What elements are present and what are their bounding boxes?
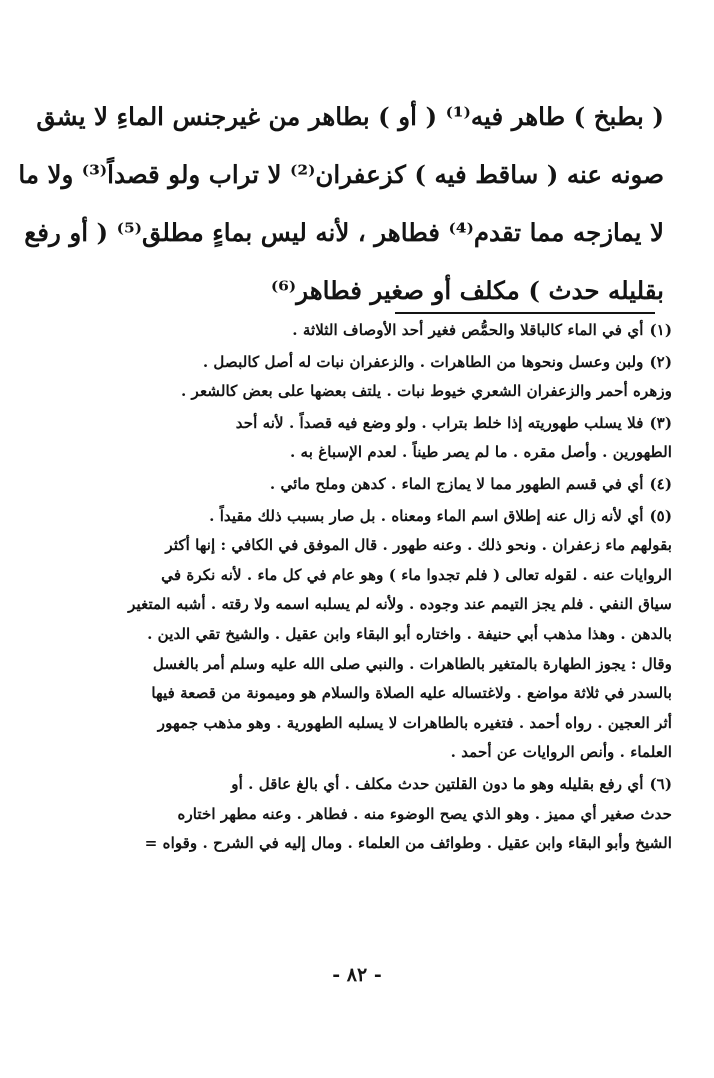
footnote-line — [40, 470, 672, 500]
footnote-text: فلا يسلب طهوريته إذا خلط بتراب . ولو وضع فيه قصداً . لأنه أحد — [235, 413, 644, 432]
footnote-number: (٢) — [649, 352, 672, 371]
footnote-number: (٤) — [649, 474, 672, 493]
footnote-number: (٣) — [649, 413, 672, 432]
footnote-divider — [395, 312, 655, 314]
footnote-line: بالسدر في ثلاثة مواضع . ولاغتساله عليه الصلاة والسلام هو وميمونة من قصعة فيها — [151, 684, 672, 703]
footnote-number: (٦) — [649, 774, 672, 793]
footnote-text: ولبن وعسل ونحوها من الطاهرات . والزعفران نبات له أصل كالبصل . — [202, 352, 644, 371]
footnote-6 — [40, 770, 672, 859]
footnote-5 — [40, 502, 672, 768]
main-text-block — [18, 88, 664, 320]
main-text-line: بقليله حدث ) مكلف أو صغير فطاهر⁽⁶⁾ — [270, 276, 664, 305]
footnote-3 — [40, 409, 672, 468]
footnote-text: أي لأنه زال عنه إطلاق اسم الماء ومعناه . بل صار بسبب ذلك مقيداً . — [209, 506, 644, 525]
footnote-line — [40, 316, 672, 346]
footnote-line: سياق النفي . فلم يجز التيمم عند وجوده . ولأنه لم يسلبه اسمه ولا رقته . أشبه المتغير — [128, 595, 672, 614]
footnote-text: أي رفع بقليله وهو ما دون القلتين حدث مكلف . أي بالغ عاقل . أو — [231, 774, 644, 793]
footnote-line — [40, 409, 672, 439]
footnote-text: أي في قسم الطهور مما لا يمازج الماء . كدهن وملح مائي . — [269, 474, 644, 493]
footnotes-block — [40, 316, 672, 859]
footnote-number: (٥) — [649, 506, 672, 525]
footnote-line: وزهره أحمر والزعفران الشعري خيوط نبات . يلتف بعضها على بعض كالشعر . — [180, 382, 672, 401]
footnote-line: بالدهن . وهذا مذهب أبي حنيفة . واختاره أبو البقاء وابن عقيل . والشيخ تقي الدين . — [147, 624, 672, 643]
footnote-number: (١) — [649, 321, 672, 339]
main-text-line: ( بطبخ ) طاهر فيه⁽¹⁾ ( أو ) بطاهر من غيرجنس الماءِ لا يشق — [36, 102, 664, 131]
footnote-line: حدث صغير أي مميز . وهو الذي يصح الوضوء منه . فطاهر . وعنه مطهر اختاره — [177, 804, 672, 823]
footnote-line: العلماء . وأنص الروايات عن أحمد . — [450, 743, 672, 762]
footnote-line — [40, 348, 672, 378]
footnote-1 — [40, 316, 672, 346]
footnote-line: بقولهم ماء زعفران . ونحو ذلك . وعنه طهور . قال الموفق في الكافي : إنها أكثر — [165, 536, 672, 555]
footnote-line — [40, 502, 672, 532]
footnote-line: أثر العجين . رواه أحمد . فتغيره بالطاهرات لا يسلبه الطهورية . وهو مذهب جمهور — [157, 713, 672, 732]
footnote-4 — [40, 470, 672, 500]
footnote-2 — [40, 348, 672, 407]
footnote-text: أي في الماء كالباقلا والحمُّص فغير أحد الأوصاف الثلاثة . — [292, 321, 644, 339]
footnote-line: الروايات عنه . لقوله تعالى ( فلم تجدوا ماء ) وهو عام في كل ماء . لأنه نكرة في — [161, 565, 672, 584]
footnote-line: الطهورين . وأصل مقره . ما لم يصر طيناً . لعدم الإسباغ به . — [289, 443, 672, 462]
footnote-line: الشيخ وأبو البقاء وابن عقيل . وطوائف من العلماء . ومال إليه في الشرح . وقواه = — [144, 834, 672, 853]
main-text-line: لا يمازجه مما تقدم⁽⁴⁾ فطاهر ، لأنه ليس بماءٍ مطلق⁽⁵⁾ ( أو رفع — [24, 218, 664, 247]
main-text-line: صونه عنه ( ساقط فيه ) كزعفران⁽²⁾ لا تراب ولو قصداً⁽³⁾ ولا ما — [18, 160, 664, 189]
footnote-line — [40, 770, 672, 800]
footnote-line: وقال : يجوز الطهارة بالمتغير بالطاهرات . والنبي صلى الله عليه وسلم أمر بالغسل — [152, 654, 672, 673]
page-number: - ٨٢ - — [332, 964, 382, 986]
